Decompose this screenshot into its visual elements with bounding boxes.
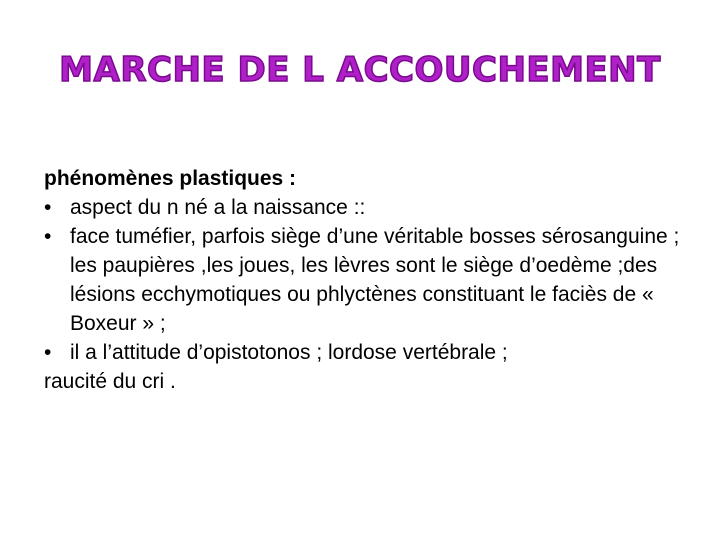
slide-body bbox=[44, 164, 694, 396]
trailing-line: raucité du cri . bbox=[44, 370, 176, 393]
bullet-text: face tuméfier, parfois siège d’une véritable bosses sérosanguine ; les paupières ,les joues, les lèvres sont le siège d’oedème ;des lésions ecchymotiques ou phlyctènes constituant le faciès de « Boxeur » ; bbox=[70, 225, 680, 335]
bullet-item bbox=[44, 222, 694, 338]
bullet-text: il a l’attitude d’opistotonos ; lordose vertébrale ; bbox=[70, 341, 508, 364]
bullet-item bbox=[44, 338, 694, 367]
bullet-icon: • bbox=[44, 196, 52, 219]
bullet-icon: • bbox=[44, 341, 52, 364]
bullet-text: aspect du n né a la naissance :: bbox=[70, 196, 366, 219]
bullet-icon: • bbox=[44, 225, 52, 248]
section-heading: phénomènes plastiques : bbox=[44, 167, 297, 190]
slide-title: MARCHE DE L ACCOUCHEMENT bbox=[59, 50, 661, 90]
bullet-item bbox=[44, 193, 694, 222]
